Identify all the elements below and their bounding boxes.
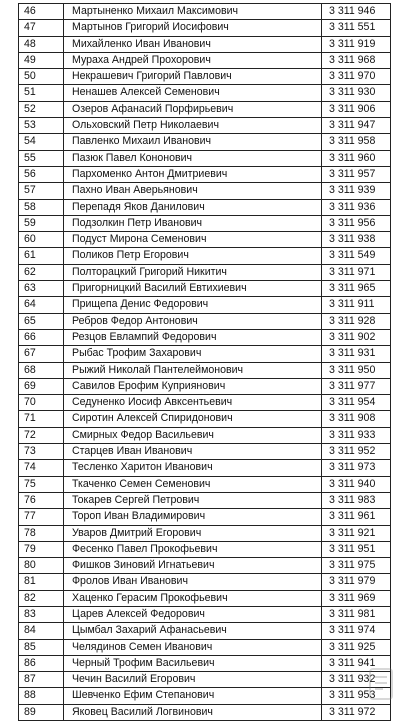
person-name: Рыбас Трофим Захарович (64, 346, 322, 362)
row-number: 50 (19, 69, 64, 85)
record-code: 3 311 930 (322, 85, 391, 101)
table-row (19, 166, 391, 182)
row-number: 62 (19, 264, 64, 280)
record-code: 3 311 908 (322, 411, 391, 427)
row-number: 81 (19, 574, 64, 590)
record-code: 3 311 968 (322, 52, 391, 68)
person-name: Пазюк Павел Кононович (64, 150, 322, 166)
table-row (19, 444, 391, 460)
row-number: 55 (19, 150, 64, 166)
table-row (19, 704, 391, 720)
record-code: 3 311 940 (322, 476, 391, 492)
table-row (19, 395, 391, 411)
row-number: 76 (19, 492, 64, 508)
table-row (19, 427, 391, 443)
person-name: Резцов Евлампий Федорович (64, 329, 322, 345)
person-name: Пархоменко Антон Дмитриевич (64, 166, 322, 182)
person-name: Фролов Иван Иванович (64, 574, 322, 590)
person-name: Мураха Андрей Прохорович (64, 52, 322, 68)
table-row (19, 541, 391, 557)
person-name: Озеров Афанасий Порфирьевич (64, 101, 322, 117)
watermark-icon (368, 667, 394, 701)
person-name: Токарев Сергей Петрович (64, 492, 322, 508)
row-number: 85 (19, 639, 64, 655)
table-row (19, 4, 391, 20)
record-code: 3 311 958 (322, 134, 391, 150)
record-code: 3 311 961 (322, 509, 391, 525)
record-code: 3 311 549 (322, 248, 391, 264)
table-row (19, 606, 391, 622)
row-number: 82 (19, 590, 64, 606)
person-name: Павленко Михаил Иванович (64, 134, 322, 150)
person-name: Мартыненко Михаил Максимович (64, 4, 322, 20)
table-row (19, 492, 391, 508)
table-row (19, 672, 391, 688)
person-name: Старцев Иван Иванович (64, 444, 322, 460)
row-number: 67 (19, 346, 64, 362)
record-code: 3 311 965 (322, 281, 391, 297)
person-name: Сиротин Алексей Спиридонович (64, 411, 322, 427)
person-name: Мартынов Григорий Иосифович (64, 20, 322, 36)
person-name: Тесленко Харитон Иванович (64, 460, 322, 476)
table-row (19, 525, 391, 541)
record-code: 3 311 983 (322, 492, 391, 508)
row-number: 78 (19, 525, 64, 541)
row-number: 88 (19, 688, 64, 704)
record-code: 3 311 953 (322, 688, 391, 704)
record-code: 3 311 941 (322, 655, 391, 671)
table-row (19, 639, 391, 655)
table-row (19, 281, 391, 297)
record-code: 3 311 970 (322, 69, 391, 85)
person-name: Прищепа Денис Федорович (64, 297, 322, 313)
table-row (19, 574, 391, 590)
record-code: 3 311 981 (322, 606, 391, 622)
table-row (19, 232, 391, 248)
table-row (19, 69, 391, 85)
person-name: Седуненко Иосиф Авксентьевич (64, 395, 322, 411)
person-name: Цымбал Захарий Афанасьевич (64, 623, 322, 639)
person-name: Поликов Петр Егорович (64, 248, 322, 264)
person-name: Фесенко Павел Прокофьевич (64, 541, 322, 557)
table-row (19, 411, 391, 427)
table-row (19, 329, 391, 345)
record-code: 3 311 974 (322, 623, 391, 639)
row-number: 89 (19, 704, 64, 720)
row-number: 53 (19, 118, 64, 134)
person-name: Савилов Ерофим Куприянович (64, 378, 322, 394)
table-row (19, 118, 391, 134)
row-number: 48 (19, 36, 64, 52)
table-row (19, 215, 391, 231)
record-code: 3 311 933 (322, 427, 391, 443)
record-code: 3 311 954 (322, 395, 391, 411)
table-row (19, 248, 391, 264)
record-code: 3 311 950 (322, 362, 391, 378)
row-number: 65 (19, 313, 64, 329)
record-code: 3 311 947 (322, 118, 391, 134)
row-number: 54 (19, 134, 64, 150)
table-row (19, 313, 391, 329)
record-code: 3 311 906 (322, 101, 391, 117)
row-number: 87 (19, 672, 64, 688)
person-name: Яковец Василий Логвинович (64, 704, 322, 720)
table-row (19, 101, 391, 117)
person-name: Ольховский Петр Николаевич (64, 118, 322, 134)
record-code: 3 311 925 (322, 639, 391, 655)
row-number: 80 (19, 558, 64, 574)
record-code: 3 311 932 (322, 672, 391, 688)
table-row (19, 264, 391, 280)
row-number: 75 (19, 476, 64, 492)
record-code: 3 311 971 (322, 264, 391, 280)
table-row (19, 150, 391, 166)
person-name: Подзолкин Петр Иванович (64, 215, 322, 231)
row-number: 83 (19, 606, 64, 622)
record-code: 3 311 911 (322, 297, 391, 313)
record-code: 3 311 928 (322, 313, 391, 329)
record-code: 3 311 921 (322, 525, 391, 541)
person-name: Пригорницкий Василий Евтихиевич (64, 281, 322, 297)
row-number: 79 (19, 541, 64, 557)
record-code: 3 311 939 (322, 183, 391, 199)
record-code: 3 311 551 (322, 20, 391, 36)
person-name: Ткаченко Семен Семенович (64, 476, 322, 492)
table-row (19, 688, 391, 704)
table-row (19, 85, 391, 101)
row-number: 56 (19, 166, 64, 182)
person-name: Уваров Дмитрий Егорович (64, 525, 322, 541)
row-number: 86 (19, 655, 64, 671)
row-number: 47 (19, 20, 64, 36)
table-row (19, 460, 391, 476)
person-name: Ненашев Алексей Семенович (64, 85, 322, 101)
person-name: Рыжий Николай Пантелеймонович (64, 362, 322, 378)
row-number: 84 (19, 623, 64, 639)
person-name: Подуст Мирона Семенович (64, 232, 322, 248)
person-name: Некрашевич Григорий Павлович (64, 69, 322, 85)
row-number: 57 (19, 183, 64, 199)
row-number: 59 (19, 215, 64, 231)
row-number: 73 (19, 444, 64, 460)
table-row (19, 362, 391, 378)
table-row (19, 183, 391, 199)
person-name: Фишков Зиновий Игнатьевич (64, 558, 322, 574)
row-number: 77 (19, 509, 64, 525)
row-number: 61 (19, 248, 64, 264)
table-row (19, 36, 391, 52)
record-code: 3 311 973 (322, 460, 391, 476)
record-code: 3 311 977 (322, 378, 391, 394)
record-code: 3 311 946 (322, 4, 391, 20)
table-row (19, 199, 391, 215)
table-row (19, 558, 391, 574)
record-code: 3 311 960 (322, 150, 391, 166)
row-number: 66 (19, 329, 64, 345)
table-row (19, 590, 391, 606)
record-code: 3 311 931 (322, 346, 391, 362)
person-name: Ребров Федор Антонович (64, 313, 322, 329)
table-row (19, 297, 391, 313)
person-name: Шевченко Ефим Степанович (64, 688, 322, 704)
record-code: 3 311 975 (322, 558, 391, 574)
record-code: 3 311 951 (322, 541, 391, 557)
record-code: 3 311 938 (322, 232, 391, 248)
person-name: Смирных Федор Васильевич (64, 427, 322, 443)
record-code: 3 311 956 (322, 215, 391, 231)
records-table (18, 3, 391, 721)
record-code: 3 311 919 (322, 36, 391, 52)
table-row (19, 655, 391, 671)
row-number: 51 (19, 85, 64, 101)
person-name: Челядинов Семен Иванович (64, 639, 322, 655)
person-name: Михайленко Иван Иванович (64, 36, 322, 52)
record-code: 3 311 972 (322, 704, 391, 720)
row-number: 72 (19, 427, 64, 443)
person-name: Царев Алексей Федорович (64, 606, 322, 622)
row-number: 46 (19, 4, 64, 20)
person-name: Черный Трофим Васильевич (64, 655, 322, 671)
table-row (19, 52, 391, 68)
table-row (19, 378, 391, 394)
person-name: Чечин Василий Егорович (64, 672, 322, 688)
person-name: Хаценко Герасим Прокофьевич (64, 590, 322, 606)
person-name: Перепадя Яков Данилович (64, 199, 322, 215)
person-name: Тороп Иван Владимирович (64, 509, 322, 525)
record-code: 3 311 936 (322, 199, 391, 215)
table-row (19, 134, 391, 150)
person-name: Пахно Иван Аверьянович (64, 183, 322, 199)
row-number: 74 (19, 460, 64, 476)
record-code: 3 311 902 (322, 329, 391, 345)
record-code: 3 311 969 (322, 590, 391, 606)
record-code: 3 311 979 (322, 574, 391, 590)
row-number: 58 (19, 199, 64, 215)
row-number: 52 (19, 101, 64, 117)
records-table-body (19, 4, 391, 721)
record-code: 3 311 952 (322, 444, 391, 460)
table-row (19, 623, 391, 639)
row-number: 71 (19, 411, 64, 427)
row-number: 68 (19, 362, 64, 378)
table-row (19, 476, 391, 492)
row-number: 64 (19, 297, 64, 313)
record-code: 3 311 957 (322, 166, 391, 182)
row-number: 60 (19, 232, 64, 248)
table-row (19, 346, 391, 362)
person-name: Полторацкий Григорий Никитич (64, 264, 322, 280)
row-number: 69 (19, 378, 64, 394)
table-row (19, 509, 391, 525)
row-number: 70 (19, 395, 64, 411)
row-number: 63 (19, 281, 64, 297)
table-row (19, 20, 391, 36)
document-sheet (18, 3, 390, 721)
row-number: 49 (19, 52, 64, 68)
